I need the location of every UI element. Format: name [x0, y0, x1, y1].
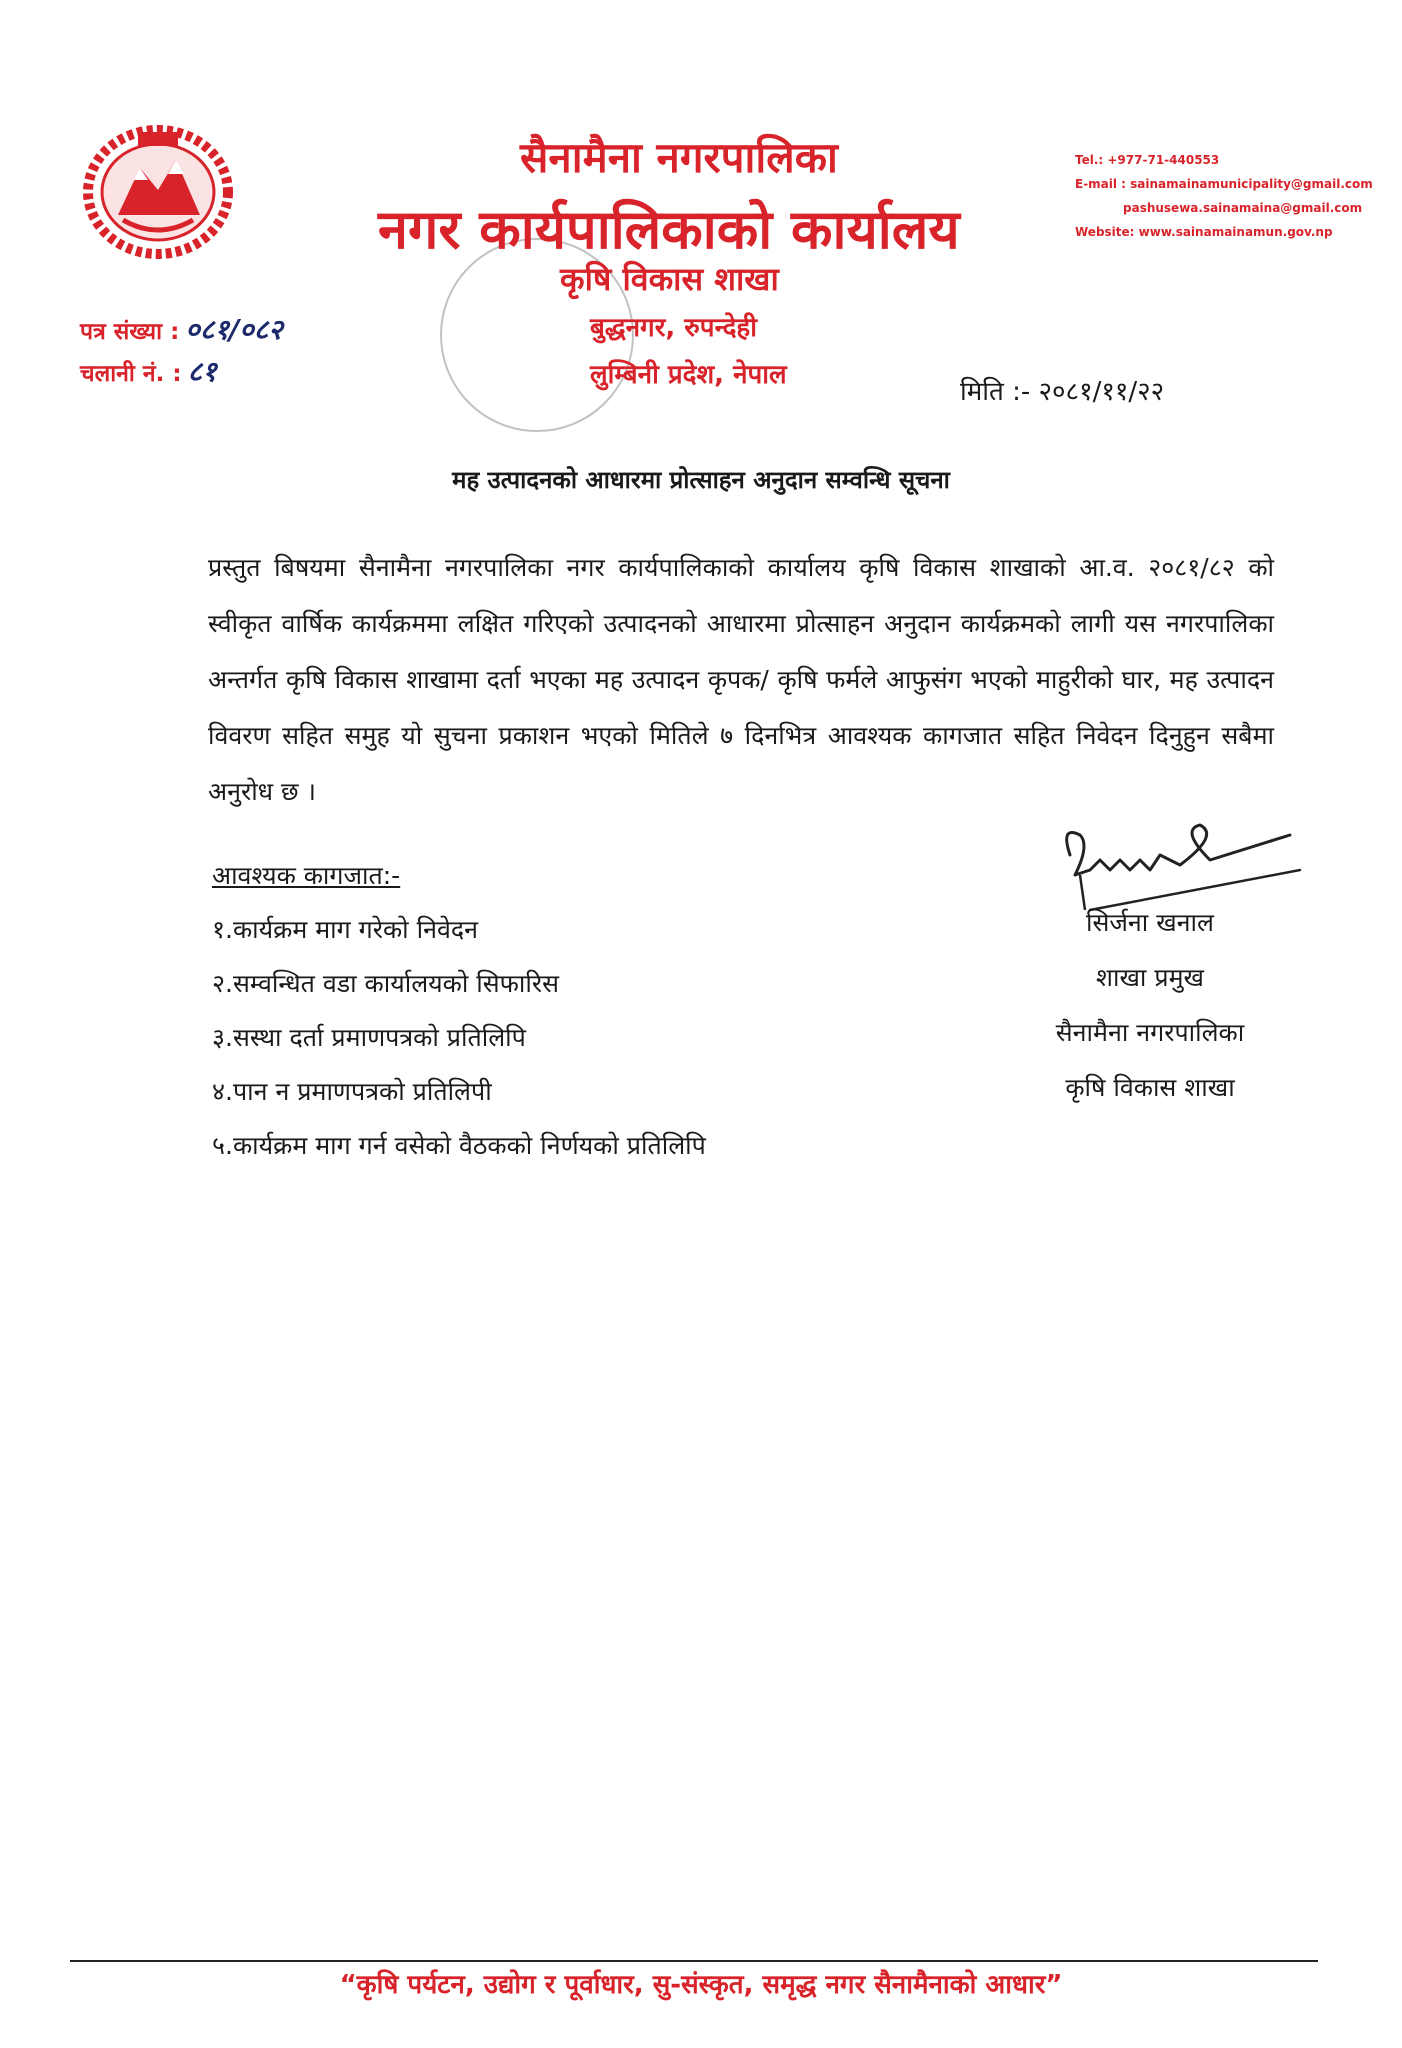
letter-number-value: ०८१/०८२: [185, 313, 283, 346]
signatory-organization: सैनामैना नगरपालिका: [1055, 1018, 1245, 1047]
municipality-name: सैनामैना नगरपालिका: [520, 133, 838, 182]
requirement-item: १.कार्यक्रम माग गरेको निवेदन: [212, 915, 478, 944]
signatory-designation: शाखा प्रमुख: [1096, 963, 1204, 992]
notice-subject: मह उत्पादनको आधारमा प्रोत्साहन अनुदान सम्वन्धि सूचना: [452, 466, 950, 494]
dispatch-number-label: चलानी नं. :: [80, 361, 182, 387]
footer-divider: [70, 1960, 1318, 1962]
requirement-item: ५.कार्यक्रम माग गर्न वसेको वैठकको निर्णयको प्रतिलिपि: [212, 1131, 706, 1160]
contact-website: Website: www.sainamainamun.gov.np: [1075, 225, 1333, 239]
dispatch-number: [80, 352, 217, 390]
letter-number: [80, 310, 283, 348]
office-name: नगर कार्यपालिकाको कार्यालय: [378, 198, 960, 261]
office-province: लुम्बिनी प्रदेश, नेपाल: [590, 360, 787, 390]
requirement-item: २.सम्वन्धित वडा कार्यालयको सिफारिस: [212, 969, 559, 998]
branch-name: कृषि विकास शाखा: [560, 260, 779, 298]
contact-tel: Tel.: +977-71-440553: [1075, 153, 1220, 167]
notice-body: प्रस्तुत बिषयमा सैनामैना नगरपालिका नगर कार्यपालिकाको कार्यालय कृषि विकास शाखाको आ.व. २०८१/८२ को स्वीकृत वार्षिक कार्यक्रममा लक्षित गरिएको उत्पादनको आधारमा प्रोत्साहन अनुदान कार्यक्रमको लागी यस नगरपालिका अन्तर्गत कृषि विकास शाखामा दर्ता भएका मह उत्पादन कृपक/ कृषि फर्मले आफुसंग भएको माहुरीको घार, मह उत्पादन विवरण सहित समुह यो सुचना प्रकाशन भएको मितिले ७ दिनभित्र आवश्यक कागजात सहित निवेदन दिनुहुन सबैमा अनुरोध छ ।: [208, 553, 1274, 806]
requirement-item: ४.पान न प्रमाणपत्रको प्रतिलिपी: [212, 1077, 492, 1106]
office-place: बुद्धनगर, रुपन्देही: [590, 313, 757, 343]
signatory-name: सिर्जना खनाल: [1086, 908, 1214, 937]
nepal-emblem-logo: [78, 120, 238, 260]
letter-number-label: पत्र संख्या :: [80, 319, 180, 345]
requirements-title: आवश्यक कागजात:-: [212, 861, 401, 890]
contact-email: E-mail : sainamainamunicipality@gmail.com: [1075, 177, 1373, 191]
dispatch-number-value: ८१: [187, 355, 217, 388]
signatory-branch: कृषि विकास शाखा: [1065, 1073, 1235, 1102]
letter-date: मिति :- २०८१/११/२२: [960, 377, 1165, 407]
contact-info: [1075, 148, 1373, 244]
footer-slogan: “कृषि पर्यटन, उद्योग र पूर्वाधार, सु-संस्कृत, समृद्ध नगर सैनामैनाको आधार”: [339, 1970, 1063, 2000]
requirement-item: ३.सस्था दर्ता प्रमाणपत्रको प्रतिलिपि: [212, 1023, 526, 1052]
contact-email-2: pashusewa.sainamaina@gmail.com: [1123, 201, 1363, 215]
